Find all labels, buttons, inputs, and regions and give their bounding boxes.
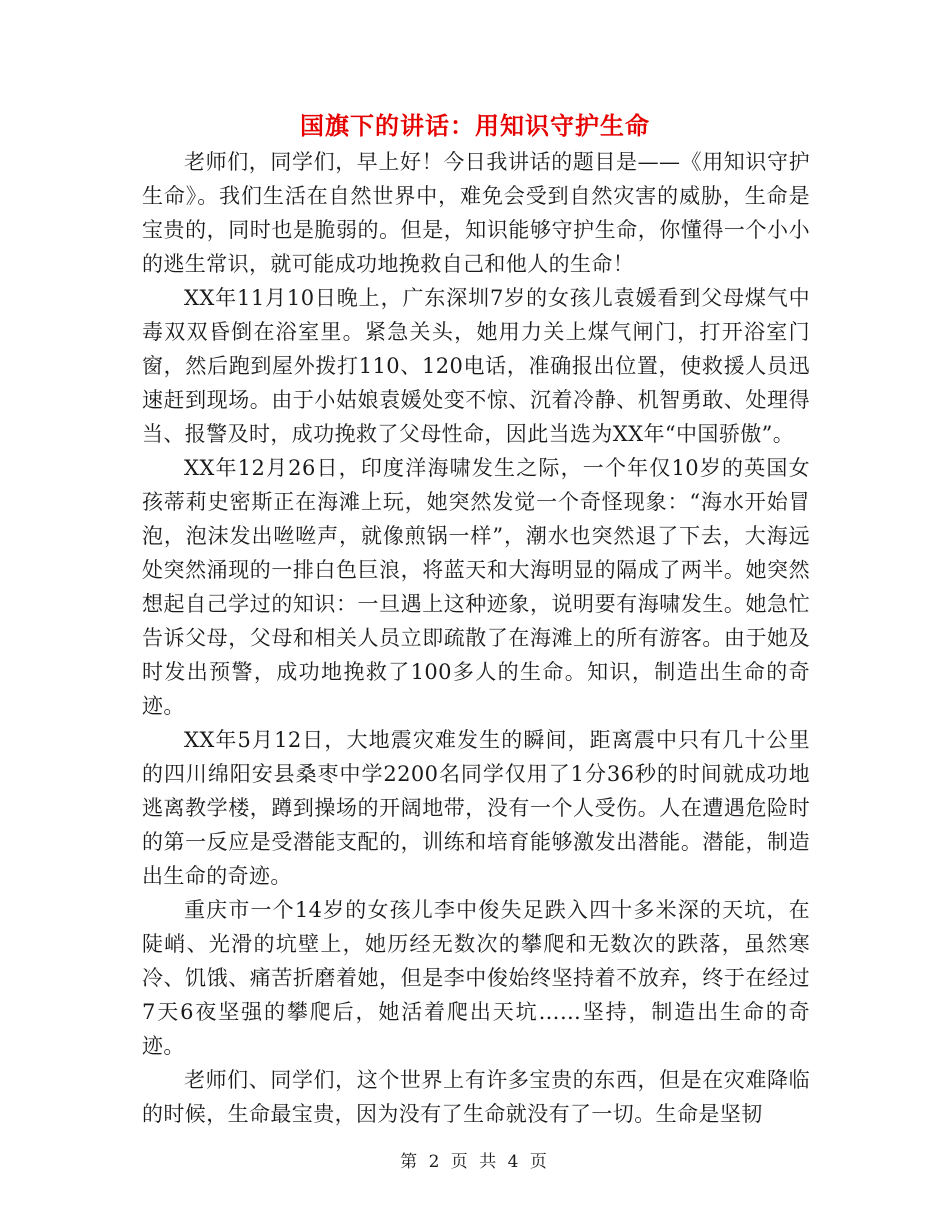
paragraph-earthquake: XX年5月12日，大地震灾难发生的瞬间，距离震中只有几十公里的四川绵阳安县桑枣中学2200名同学仅用了1分36秒的时间就成功地逃离教学楼，蹲到操场的开阔地带，没有一个人受伤。人在遭遇危险时的第一反应是受潜能支配的，训练和培育能够激发出潜能。潜能，制造出生命的奇迹。 (142, 728, 810, 888)
paragraph-greeting: 老师们，同学们，早上好！今日我讲话的题目是——《用知识守护生命》。我们生活在自然世界中，难免会受到自然灾害的威胁，生命是宝贵的，同时也是脆弱的。但是，知识能够守护生命，你懂得一个小小的逃生常识，就可能成功地挽救自己和他人的生命！ (142, 150, 810, 276)
page-number-footer: 第 2 页 共 4 页 (400, 1152, 550, 1172)
paragraph-tiankeng: 重庆市一个14岁的女孩儿李中俊失足跌入四十多米深的天坑，在陡峭、光滑的坑壁上，她历经无数次的攀爬和无数次的跌落，虽然寒冷、饥饿、痛苦折磨着她，但是李中俊始终坚持着不放弃，终于在经过7天6夜坚强的攀爬后，她活着爬出天坑……坚持，制造出生命的奇迹。 (142, 898, 810, 1058)
paragraph-yuanyuan: XX年11月10日晚上，广东深圳7岁的女孩儿袁媛看到父母煤气中毒双双昏倒在浴室里。紧急关头，她用力关上煤气闸门，打开浴室门窗，然后跑到屋外拨打110、120电话，准确报出位置，使救援人员迅速赶到现场。由于小姑娘袁媛处变不惊、沉着冷静、机智勇敢、处理得当、报警及时，成功挽救了父母性命，因此当选为XX年“中国骄傲”。 (142, 286, 810, 446)
document-body (142, 145, 810, 1131)
paragraph-tsunami: XX年12月26日，印度洋海啸发生之际，一个年仅10岁的英国女孩蒂莉史密斯正在海滩上玩，她突然发觉一个奇怪现象：“海水开始冒泡，泡沫发出咝咝声，就像煎锅一样”，潮水也突然退了下去，大海远处突然涌现的一排白色巨浪，将蓝天和大海明显的隔成了两半。她突然想起自己学过的知识：一旦遇上这种迹象，说明要有海啸发生。她急忙告诉父母，父母和相关人员立即疏散了在海滩上的所有游客。由于她及时发出预警，成功地挽救了100多人的生命。知识，制造出生命的奇迹。 (142, 456, 810, 718)
paragraph-closing: 老师们、同学们，这个世界上有许多宝贵的东西，但是在灾难降临的时候，生命最宝贵，因为没有了生命就没有了一切。生命是坚韧 (142, 1068, 810, 1126)
page-title: 国旗下的讲话：用知识守护生命 (300, 111, 650, 140)
